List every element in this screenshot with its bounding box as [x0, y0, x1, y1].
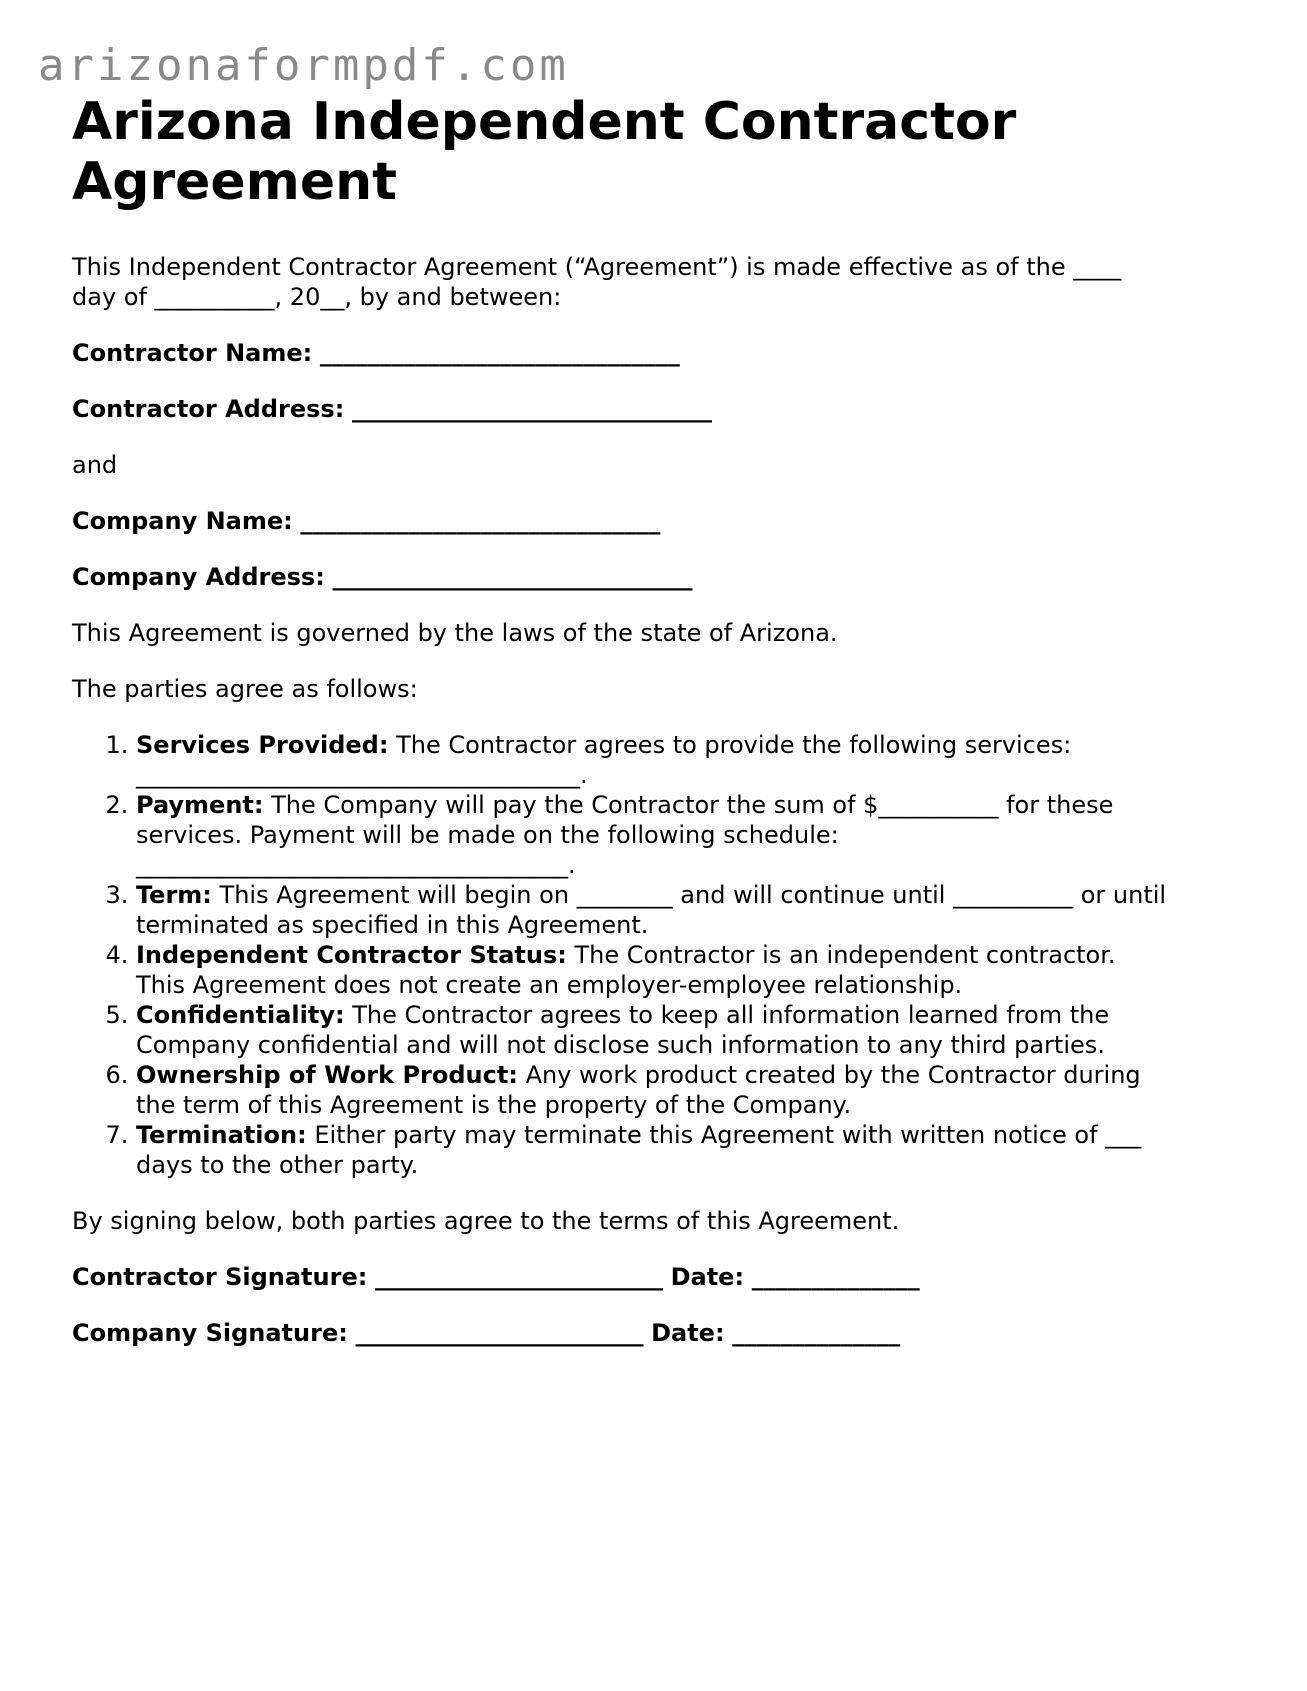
clause-title: Ownership of Work Product: [136, 1061, 518, 1089]
clause-text: The Contractor agrees to keep all information learned from the Company confidential and will not disclose such information to any third parties. [136, 1001, 1110, 1059]
company-signature-line[interactable] [72, 1318, 1232, 1348]
clause-title: Payment: [136, 791, 264, 819]
contractor-address-label: Contractor Address: [72, 395, 345, 423]
document [72, 92, 1232, 1348]
company-name-label: Company Name: [72, 507, 293, 535]
clause-title: Services Provided: [136, 731, 389, 759]
clause-item [136, 790, 1232, 880]
document-title: Arizona Independent Contractor Agreement [72, 92, 1017, 212]
intro-line-2: day of __________, 20__, by and between: [72, 283, 562, 311]
and-text: and [72, 451, 118, 479]
clause-item [136, 730, 1232, 790]
clause-text: The Contractor agrees to provide the following services: _____________________________________. [136, 731, 1072, 789]
company-address-label: Company Address: [72, 563, 325, 591]
intro-line-1: This Independent Contractor Agreement (“Agreement”) is made effective as of the ____ [72, 253, 1122, 281]
company-date-blank[interactable]: ______________ [732, 1319, 901, 1347]
clause-item [136, 940, 1232, 1000]
clause-item [136, 880, 1232, 940]
clause-text: The Company will pay the Contractor the sum of $__________ for these services. Payment will be made on the following schedule: ____________________________________. [136, 791, 1114, 879]
contractor-signature-line[interactable] [72, 1262, 1232, 1292]
clause-title: Term: [136, 881, 212, 909]
governing-law-text: This Agreement is governed by the laws of the state of Arizona. [72, 619, 838, 647]
clause-text: Either party may terminate this Agreement with written notice of ___ days to the other party. [136, 1121, 1142, 1179]
company-address-field[interactable] [72, 562, 1232, 592]
intro-paragraph [72, 252, 1232, 312]
parties-agree-text: The parties agree as follows: [72, 675, 418, 703]
contractor-name-blank[interactable]: ______________________________ [319, 339, 680, 367]
watermark: arizonaformpdf.com [38, 40, 569, 91]
clause-item [136, 1120, 1232, 1180]
contractor-name-field[interactable] [72, 338, 1232, 368]
contractor-address-blank[interactable]: ______________________________ [351, 395, 712, 423]
clause-item [136, 1060, 1232, 1120]
contractor-name-label: Contractor Name: [72, 339, 313, 367]
clause-list [72, 730, 1232, 1180]
company-date-label: Date: [651, 1319, 725, 1347]
clause-text: Any work product created by the Contractor during the term of this Agreement is the property of the Company. [136, 1061, 1141, 1119]
clause-title: Independent Contractor Status: [136, 941, 567, 969]
company-name-blank[interactable]: ______________________________ [300, 507, 661, 535]
clause-text: The Contractor is an independent contractor. This Agreement does not create an employer-employee relationship. [136, 941, 1116, 999]
company-signature-blank[interactable]: ________________________ [355, 1319, 644, 1347]
clause-text: This Agreement will begin on ________ and will continue until __________ or until terminated as specified in this Agreement. [136, 881, 1167, 939]
clause-title: Termination: [136, 1121, 307, 1149]
clause-item [136, 1000, 1232, 1060]
company-address-blank[interactable]: ______________________________ [332, 563, 693, 591]
contractor-signature-label: Contractor Signature: [72, 1263, 368, 1291]
contractor-signature-blank[interactable]: ________________________ [374, 1263, 663, 1291]
contractor-address-field[interactable] [72, 394, 1232, 424]
contractor-date-blank[interactable]: ______________ [751, 1263, 920, 1291]
company-signature-label: Company Signature: [72, 1319, 348, 1347]
contractor-date-label: Date: [670, 1263, 745, 1291]
signing-note: By signing below, both parties agree to the terms of this Agreement. [72, 1207, 900, 1235]
clause-title: Confidentiality: [136, 1001, 345, 1029]
company-name-field[interactable] [72, 506, 1232, 536]
